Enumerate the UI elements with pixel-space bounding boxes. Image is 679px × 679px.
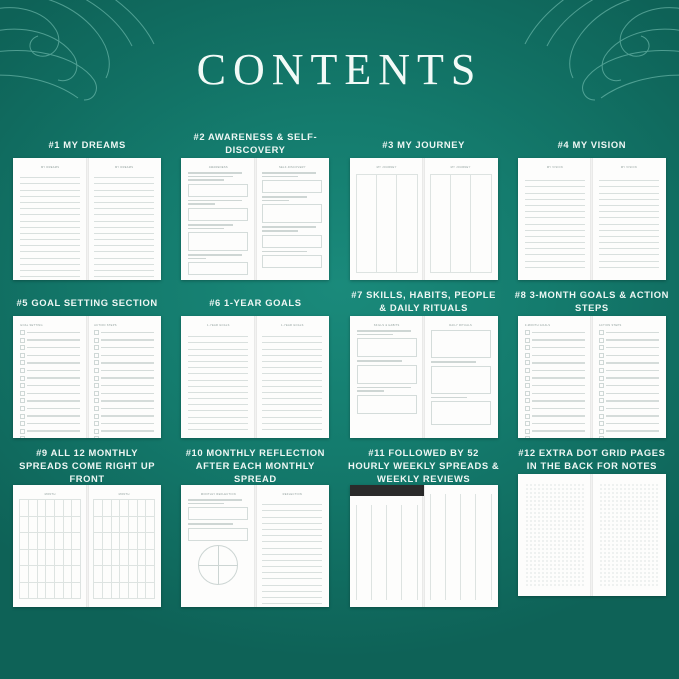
page-header: REFLECTION <box>282 493 303 496</box>
section-label-11: #11 FOLLOWED BY 52 HOURLY WEEKLY SPREADS & WEEKLY REVIEWS <box>347 447 500 484</box>
contents-item-1 <box>8 130 166 280</box>
monthly-calendar-grid <box>93 499 155 599</box>
page-header: MY DREAMS <box>114 166 134 169</box>
section-label-6: #6 1-YEAR GOALS <box>209 296 302 308</box>
ruled-lines <box>599 175 659 268</box>
page-left <box>13 316 87 438</box>
text-block <box>262 226 322 231</box>
hourly-columns <box>356 505 418 600</box>
ruled-lines <box>188 331 248 430</box>
checklist <box>94 330 154 438</box>
contents-item-3 <box>345 130 503 280</box>
page-header: 3-MONTH GOALS <box>524 324 551 327</box>
dot-grid <box>525 483 585 588</box>
section-label-9: #9 ALL 12 MONTHLY SPREADS COME RIGHT UP FRONT <box>19 447 156 484</box>
spread-preview-7 <box>350 316 498 438</box>
contents-item-4 <box>513 130 671 280</box>
section-label-7: #7 SKILLS, HABITS, PEOPLE & DAILY RITUALS <box>351 289 496 313</box>
spread-preview-9 <box>13 485 161 607</box>
column-grid <box>430 174 492 273</box>
checklist <box>20 330 80 438</box>
page-header: MY VISION <box>546 166 563 169</box>
weekly-header-bar <box>350 485 424 496</box>
page-left <box>518 316 592 438</box>
section-label-12: #12 EXTRA DOT GRID PAGES IN THE BACK FOR NOTES <box>518 447 666 471</box>
text-block <box>357 360 417 362</box>
contents-item-12 <box>513 446 671 607</box>
life-balance-wheel <box>198 545 238 585</box>
page-header: ACTION STEPS <box>598 324 622 327</box>
page-right <box>255 485 329 607</box>
text-block <box>357 387 417 392</box>
page-left <box>181 158 255 280</box>
text-block <box>188 499 248 504</box>
page-header: AWARENESS <box>208 166 228 169</box>
section-label-3: #3 MY JOURNEY <box>382 138 465 150</box>
page-header: ACTION STEPS <box>94 324 117 327</box>
contents-item-8 <box>513 288 671 438</box>
hourly-columns <box>430 494 492 600</box>
page-left <box>518 474 592 596</box>
page-left <box>518 158 592 280</box>
section-label-1: #1 MY DREAMS <box>48 138 126 150</box>
page-right <box>87 158 161 280</box>
page-header: MY DREAMS <box>40 166 60 169</box>
page-right <box>592 474 666 596</box>
page-header: SKILLS & HABITS <box>373 324 400 327</box>
contents-item-5 <box>8 288 166 438</box>
contents-item-2 <box>176 130 334 280</box>
ruled-lines <box>525 175 585 268</box>
page-left <box>13 485 87 607</box>
page-header: GOAL SETTING <box>20 324 43 327</box>
spread-preview-2 <box>181 158 329 280</box>
text-block <box>188 200 248 205</box>
page-header: 1-YEAR GOALS <box>207 324 230 327</box>
contents-item-10 <box>176 446 334 607</box>
text-block <box>262 196 322 201</box>
contents-grid <box>8 130 671 607</box>
text-block <box>431 361 491 363</box>
page-right <box>592 158 666 280</box>
checklist <box>599 330 659 438</box>
spread-preview-6 <box>181 316 329 438</box>
spread-preview-11 <box>350 485 498 607</box>
section-label-2: #2 AWARENESS & SELF-DISCOVERY <box>193 131 318 155</box>
column-grid <box>356 174 418 273</box>
page-left <box>181 485 255 607</box>
page-left <box>350 316 424 438</box>
text-block <box>188 254 248 259</box>
page-right <box>87 485 161 607</box>
text-block <box>431 397 491 399</box>
page-left <box>13 158 87 280</box>
ruled-lines <box>94 172 154 280</box>
page-right <box>255 158 329 280</box>
text-block <box>188 224 248 229</box>
page-left <box>181 316 255 438</box>
section-label-5: #5 GOAL SETTING SECTION <box>16 296 158 308</box>
text-block <box>188 523 248 525</box>
page-header: 1-YEAR GOALS <box>281 324 304 327</box>
section-label-10: #10 MONTHLY REFLECTION AFTER EACH MONTHLY SPREAD <box>185 447 325 484</box>
page-right <box>592 316 666 438</box>
page-right <box>424 158 498 280</box>
ruled-lines <box>262 331 322 430</box>
text-block <box>357 330 417 335</box>
section-label-8: #8 3-MONTH GOALS & ACTION STEPS <box>514 289 669 313</box>
dot-grid <box>599 483 659 588</box>
page-header: MONTH <box>118 493 130 496</box>
spread-preview-4 <box>518 158 666 280</box>
spread-preview-5 <box>13 316 161 438</box>
page-right <box>424 485 498 607</box>
page-right <box>87 316 161 438</box>
page-right <box>424 316 498 438</box>
monthly-calendar-grid <box>19 499 81 599</box>
checklist <box>525 330 585 438</box>
page-right <box>255 316 329 438</box>
contents-item-9 <box>8 446 166 607</box>
spread-preview-12 <box>518 474 666 596</box>
page-title: CONTENTS <box>196 45 483 94</box>
contents-item-11 <box>345 446 503 607</box>
page-header: MY JOURNEY <box>450 166 471 169</box>
page-header: SELF-DISCOVERY <box>278 166 306 169</box>
spread-preview-10 <box>181 485 329 607</box>
ruled-lines <box>20 172 80 280</box>
text-block <box>262 251 322 253</box>
page-header: DAILY RITUALS <box>449 324 473 327</box>
section-label-4: #4 MY VISION <box>557 138 627 150</box>
page-header: MY JOURNEY <box>376 166 397 169</box>
ruled-lines <box>262 499 322 607</box>
contents-item-6 <box>176 288 334 438</box>
page-header: MY VISION <box>620 166 637 169</box>
page-header: MONTH <box>44 493 56 496</box>
page-header: MONTHLY REFLECTION <box>200 493 236 496</box>
spread-preview-8 <box>518 316 666 438</box>
spread-preview-1 <box>13 158 161 280</box>
text-block <box>188 172 248 181</box>
page-left <box>350 485 424 607</box>
spread-preview-3 <box>350 158 498 280</box>
text-block <box>262 172 322 177</box>
contents-item-7 <box>345 288 503 438</box>
page-left <box>350 158 424 280</box>
